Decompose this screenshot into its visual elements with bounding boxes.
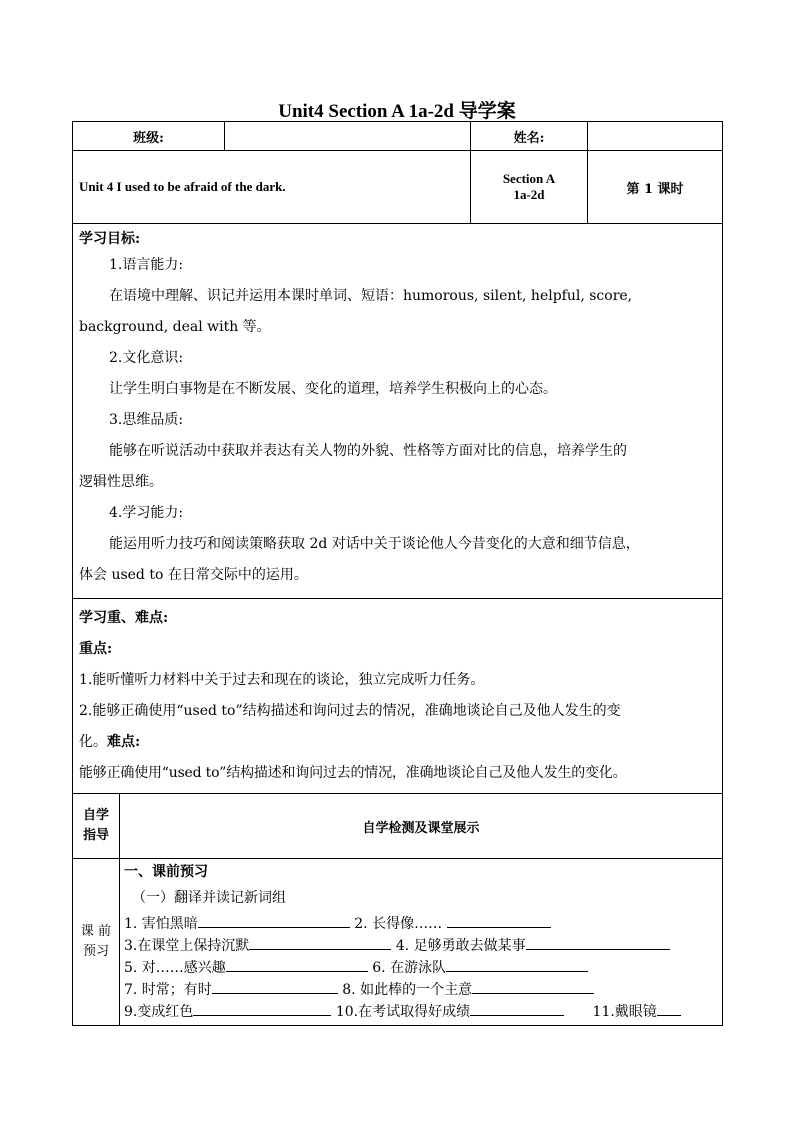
answer-blank[interactable] (212, 979, 338, 994)
preview-subsection: （一）翻译并读记新词组 (132, 890, 286, 906)
document-title: Unit4 Section A 1a-2d 导学案 (278, 101, 516, 122)
key-points-heading: 学习重、难点: (79, 610, 169, 626)
vocab-item: 1. 害怕黑暗 (124, 916, 198, 932)
key-point-2: 2.能够正确使用“used to”结构描述和询问过去的情况，准确地谈论自己及他人发生的变 (79, 703, 621, 719)
self-study-label-1: 自学 (82, 808, 109, 823)
vocab-item: 8. 如此棒的一个主意 (342, 982, 473, 998)
section-cell (471, 151, 588, 224)
self-study-row (73, 794, 723, 859)
key-points-row (73, 599, 723, 794)
difficult-label: 难点: (107, 734, 141, 750)
goal-line: 体会 used to 在日常交际中的运用。 (79, 567, 308, 583)
preview-items-line-2 (124, 935, 718, 957)
section-range: 1a-2d (513, 187, 545, 202)
guide-table (72, 121, 723, 1026)
name-field[interactable] (588, 122, 723, 151)
self-study-heading: 自学检测及课堂展示 (120, 794, 723, 859)
answer-blank[interactable] (198, 913, 350, 928)
goal-line: background, deal with 等。 (79, 319, 271, 335)
goals-heading: 学习目标: (79, 231, 141, 247)
vocab-item: 3.在课堂上保持沉默 (124, 938, 250, 954)
answer-blank[interactable] (472, 979, 594, 994)
self-study-label (73, 794, 120, 859)
key-label: 重点: (79, 641, 113, 657)
difficult-point: 能够正确使用“used to”结构描述和询问过去的情况，准确地谈论自己及他人发生的变化。 (79, 765, 627, 781)
vocab-item: 2. 长得像…… (354, 916, 443, 932)
goal-line: 能运用听力技巧和阅读策略获取 2d 对话中关于谈论他人今昔变化的大意和细节信息， (109, 536, 640, 552)
answer-blank[interactable] (226, 957, 368, 972)
preview-items-line-5 (124, 1001, 718, 1023)
goal-line: 逻辑性思维。 (79, 474, 163, 490)
preview-side-2: 预习 (82, 944, 109, 959)
key-point-1: 1.能听懂听力材料中关于过去和现在的谈论，独立完成听力任务。 (79, 672, 485, 688)
key-point-2-cont (79, 727, 716, 758)
vocab-item: 11.戴眼镜 (592, 1004, 657, 1020)
header-row (73, 122, 723, 151)
unit-row (73, 151, 723, 224)
goal-line: 4.学习能力: (109, 505, 184, 521)
answer-blank[interactable] (447, 913, 551, 928)
answer-blank[interactable] (249, 935, 391, 950)
section-label: Section A (502, 171, 556, 186)
goal-line: 1.语言能力: (109, 257, 184, 273)
vocab-item: 5. 对……感兴趣 (124, 960, 226, 976)
preview-items-line-1 (124, 913, 718, 935)
preview-row (73, 859, 723, 1026)
preview-side-1: 课 前 (80, 924, 112, 939)
vocab-item: 7. 时常；有时 (124, 982, 212, 998)
answer-blank[interactable] (470, 1001, 564, 1016)
unit-title: Unit 4 I used to be afraid of the dark. (73, 151, 471, 224)
vocab-item: 9.变成红色 (124, 1004, 194, 1020)
goal-line: 在语境中理解、识记并运用本课时单词、短语：humorous, silent, helpful, score, (109, 288, 633, 304)
preview-side-label (73, 859, 120, 1026)
class-field[interactable] (225, 122, 471, 151)
goals-row (73, 224, 723, 599)
period-label: 第 1 课时 (588, 151, 723, 224)
goals-block (73, 224, 723, 599)
vocab-item: 4. 足够勇敢去做某事 (395, 938, 526, 954)
answer-blank[interactable] (446, 957, 588, 972)
self-study-label-2: 指导 (82, 828, 109, 843)
preview-items-line-3 (124, 957, 718, 979)
goal-line: 2.文化意识: (109, 350, 184, 366)
goal-line: 能够在听说活动中获取并表达有关人物的外貌、性格等方面对比的信息，培养学生的 (109, 443, 627, 459)
vocab-item: 10.在考试取得好成绩 (335, 1004, 471, 1020)
preview-items-line-4 (124, 979, 718, 1001)
answer-blank[interactable] (657, 1001, 681, 1016)
preview-block (120, 859, 723, 1026)
class-label: 班级: (73, 122, 225, 151)
vocab-item: 6. 在游泳队 (372, 960, 447, 976)
goal-line: 3.思维品质: (109, 412, 184, 428)
key-point-2-tail: 化。 (79, 734, 107, 750)
key-points-block (73, 599, 723, 794)
name-label: 姓名: (471, 122, 588, 151)
goal-line: 让学生明白事物是在不断发展、变化的道理，培养学生积极向上的心态。 (109, 381, 557, 397)
answer-blank[interactable] (193, 1001, 331, 1016)
preview-section: 一、课前预习 (124, 864, 208, 880)
answer-blank[interactable] (526, 935, 670, 950)
